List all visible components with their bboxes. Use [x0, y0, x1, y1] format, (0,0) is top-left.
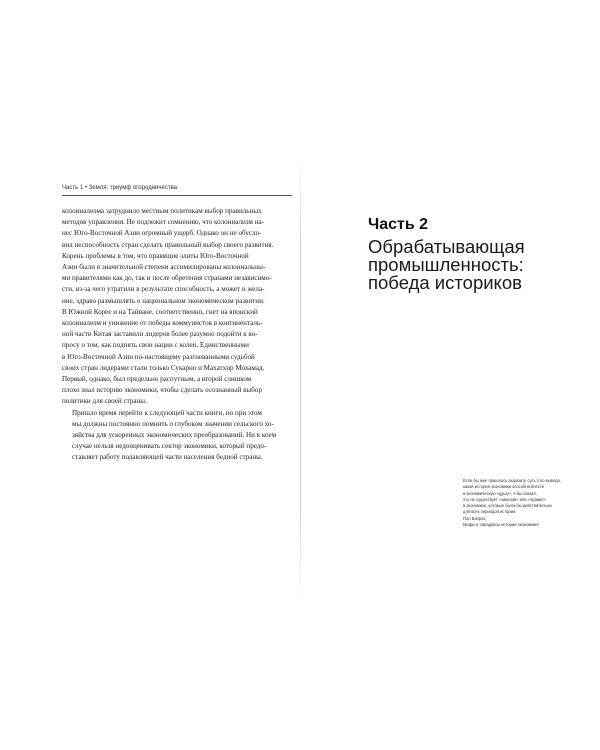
part-title-line: промышленность:	[368, 254, 524, 275]
running-head: Часть 1 • Земля: триумф огородничества	[62, 185, 178, 191]
body-line: мы должны постоянно помнить о глубоком значении сельского хо-	[72, 419, 274, 428]
body-line: ной части Китая заставили лидеров более разумно подойти к во-	[62, 330, 258, 339]
body-line: ние, здраво размышлять о национальном экономическом развитии.	[62, 296, 265, 305]
body-line: Корень проблемы в том, что правящие элиты Юго-Восточной	[62, 251, 249, 260]
body-line: политики для своей страны.	[62, 397, 147, 406]
body-line: Первый, однако, был предельно распутным, а второй слишком	[62, 375, 252, 384]
body-line: Азии были в значительной степени ассимилированы колониальны-	[62, 263, 266, 272]
body-line: своих стран лидерами стали только Сукарно и Махатхир Мохамад.	[62, 363, 265, 372]
body-line: методов управления. Не подлежит сомнению, что колониализм на-	[62, 218, 265, 227]
left-page-body	[62, 206, 295, 464]
body-line: ставляет работу подавляющей части населения бедной страны.	[72, 453, 263, 462]
part-title-line: Обрабатывающая	[368, 236, 525, 257]
body-line: колониализм и унижение от победы коммунистов в континенталь-	[62, 319, 263, 328]
epigraph-line: Пол Бэйрох,	[463, 515, 487, 521]
body-line: Пришло время перейти к следующей части книги, но при этом	[72, 408, 262, 417]
running-head-rule	[62, 195, 292, 196]
body-paragraph	[62, 206, 295, 408]
body-line: вил неспособность стран сделать правильный выбор своего развития.	[62, 240, 274, 249]
epigraph-line: какой история экономики способна внести	[463, 484, 544, 490]
epigraph-line: Мифы и парадоксы истории экономики¹	[463, 522, 539, 528]
epigraph	[463, 478, 598, 528]
body-line: колониализма затруднило местным политикам выбор правильных	[62, 207, 262, 215]
epigraph-line: Если бы мне пришлось выразить суть того вывода,	[463, 478, 561, 483]
page-gutter	[300, 155, 301, 600]
epigraph-line: что не существует «законов» или «правил»	[463, 496, 546, 502]
epigraph-line: в экономическую «душу», я бы сказал,	[463, 490, 537, 496]
part-label: Часть 2	[368, 216, 429, 233]
epigraph-line: в экономике, которые были бы действительны	[463, 503, 552, 509]
part-title	[368, 238, 588, 292]
body-line: случае нельзя недооценивать сектор экономики, который предо-	[72, 442, 267, 451]
epigraph-line: для всех периодов истории.	[463, 509, 517, 515]
part-title-line: победа историков	[368, 272, 522, 293]
body-paragraph	[62, 408, 295, 464]
body-line: просу о том, как поднять свои нации с колен. Единственными	[62, 341, 249, 350]
body-line: зяйства для ускоренных экономических преобразований. Ни в коем	[72, 431, 277, 440]
body-line: В Южной Корее и на Тайване, соответственно, гнет на японский	[62, 307, 258, 316]
body-line: сти, из-за чего утратили в результате способность, а может и жела-	[62, 285, 265, 294]
body-line: нес Юго-Восточной Азии огромный ущерб. Однако он не обусло-	[62, 229, 262, 238]
body-line: в Юго-Восточной Азии по-настоящему разгневанными судьбой	[62, 352, 255, 361]
body-line: плохо знал историю экономики, чтобы сделать осознанный выбор	[62, 386, 263, 395]
body-line: ми правителями как до, так и после обретения странами независимо-	[62, 274, 272, 283]
